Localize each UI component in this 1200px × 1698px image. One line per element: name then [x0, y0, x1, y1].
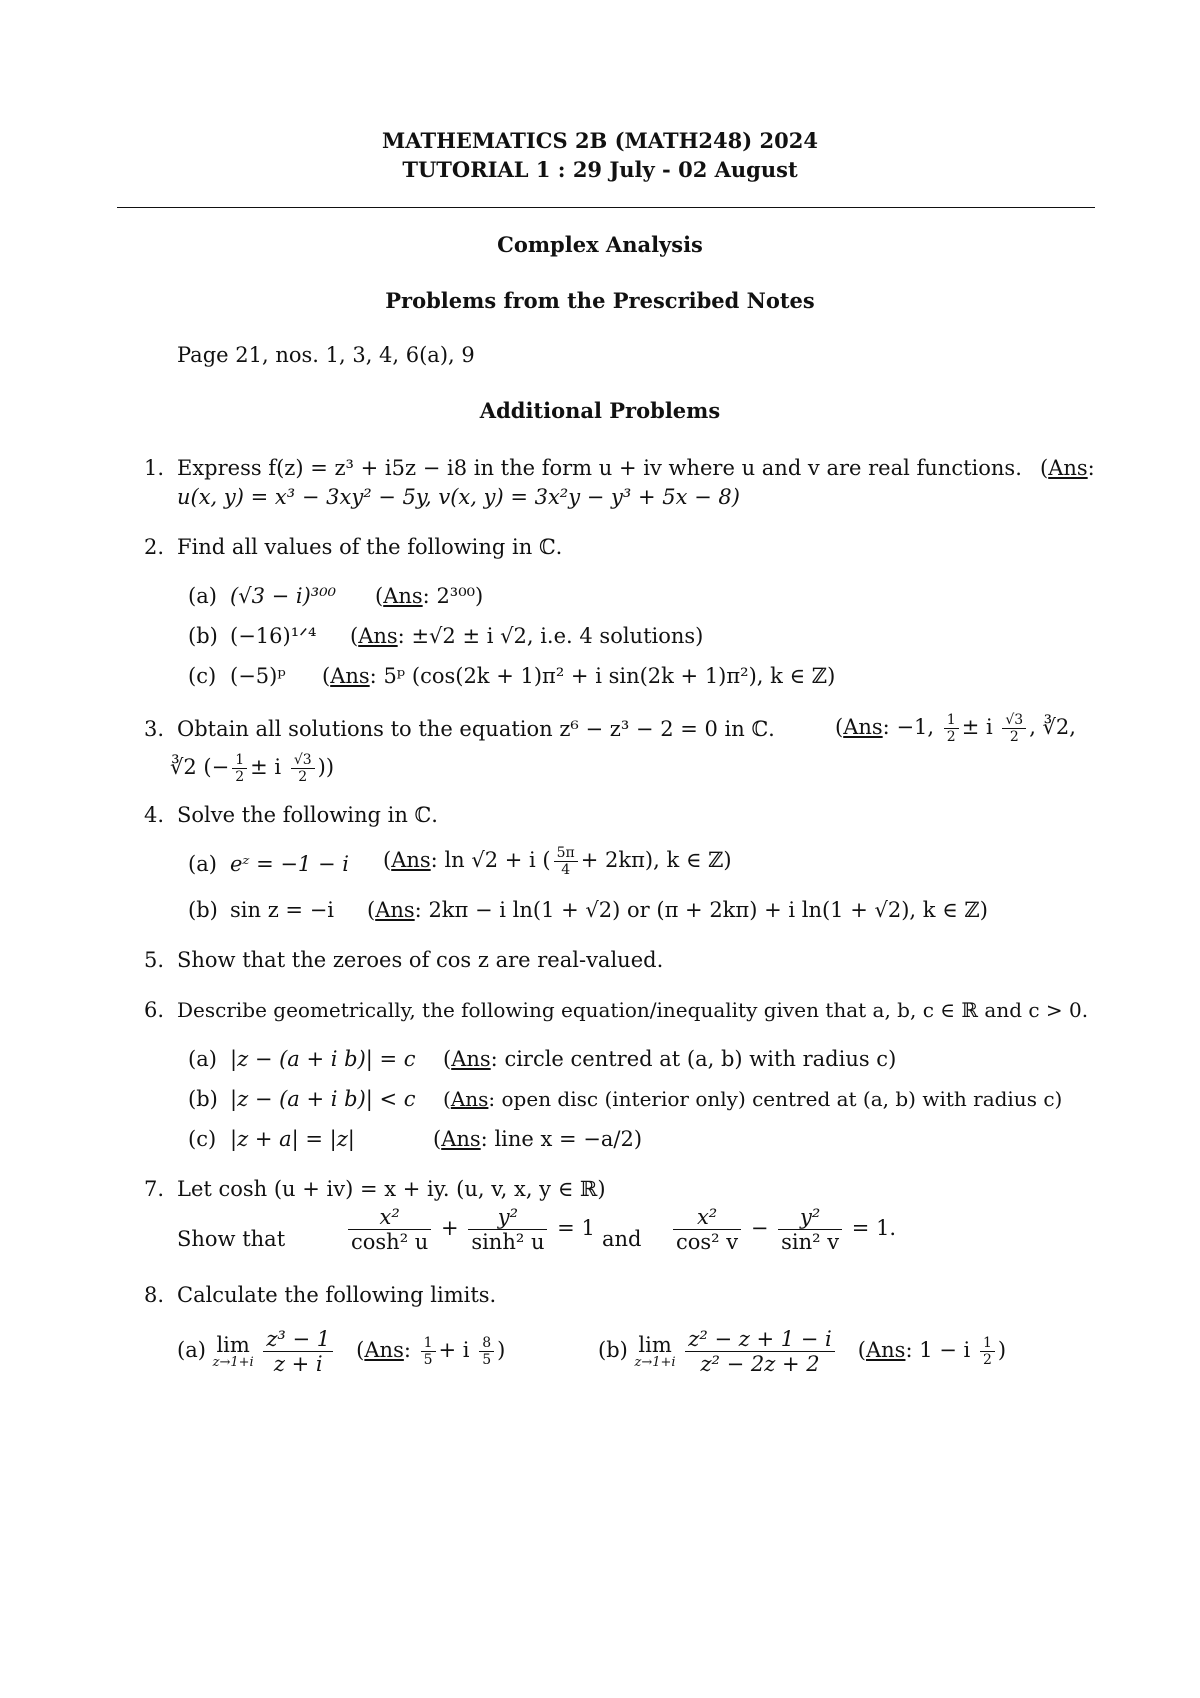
part-label: (c) [188, 664, 217, 688]
problem-3-answer-part1: (Ans: −1, $\frac{1}{2}$ ± i $\frac{√3}{2}$ , ∛2, [835, 712, 1076, 745]
fraction: $\frac{\text{y²}}{\text{sinh² u}}$ [468, 1205, 547, 1254]
problem-7-text: Let cosh (u + iv) = x + iy. (u, v, x, y ∈ ℝ) [177, 1177, 606, 1201]
problem-number: 1. [143, 456, 164, 480]
tutorial-title: TUTORIAL 1 : 29 July - 02 August [402, 157, 798, 182]
problem-6c-answer: (Ans: line x = −a/2) [433, 1127, 643, 1151]
prescribed-heading: Problems from the Prescribed Notes [385, 288, 815, 313]
problem-number: 8. [143, 1283, 164, 1307]
limit-operator: lim z→1+i [212, 1332, 254, 1370]
fraction: $\frac{\text{x²}}{\text{cos² v}}$ [673, 1205, 741, 1254]
part-label: (b) [188, 1087, 218, 1111]
problem-7-show-that: Show that [177, 1227, 286, 1251]
fraction: $\frac{5\pi}{4}$ [554, 845, 578, 878]
fraction: $\frac{\text{x²}}{\text{cosh² u}}$ [348, 1205, 431, 1254]
problem-number: 5. [143, 948, 164, 972]
fraction: $\frac{1}{2}$ [944, 712, 959, 745]
problem-6a-expr: |z − (a + i b)| = c [230, 1047, 416, 1071]
problem-2c-expr: (−5)ᵖ [230, 664, 286, 688]
topic-heading: Complex Analysis [497, 232, 703, 257]
header-rule [117, 207, 1095, 208]
fraction: $\frac{\text{z² − z + 1 − i}}{\text{z² − 2z + 2}}$ [685, 1327, 834, 1376]
problem-2b-answer: (Ans: ±√2 ± i √2, i.e. 4 solutions) [350, 624, 704, 648]
problem-4b-expr: sin z = −i [230, 898, 335, 922]
part-label: (a) [188, 852, 217, 876]
fraction: $\frac{1}{2}$ [232, 752, 247, 785]
fraction: $\frac{1}{5}$ [421, 1335, 436, 1368]
problem-2-text: Find all values of the following in ℂ. [177, 535, 563, 559]
fraction: $\frac{\text{y²}}{\text{sin² v}}$ [778, 1205, 842, 1254]
fraction: $\frac{1}{2}$ [980, 1335, 995, 1368]
problem-4a-expr: eᶻ = −1 − i [230, 852, 349, 876]
part-label: (b) [188, 624, 218, 648]
problem-1-ans-label: (Ans: [1040, 456, 1095, 480]
problem-7-and: and [602, 1227, 642, 1251]
problem-8-text: Calculate the following limits. [177, 1283, 497, 1307]
problem-5-text: Show that the zeroes of cos z are real-valued. [177, 948, 664, 972]
problem-8b: (b) lim z→1+i $\frac{\text{z² − z + 1 − i}}{\text{z² − 2z + 2}}$ (Ans: 1 − i $\frac{1}{2}$ ) [598, 1327, 1007, 1376]
problem-2a-expr: (√3 − i)³⁰⁰ [230, 584, 337, 608]
problem-7-identity-2: $\frac{\text{x²}}{\text{cos² v}}$ − $\frac{\text{y²}}{\text{sin² v}}$ = 1. [670, 1205, 896, 1254]
part-label: (a) [188, 584, 217, 608]
problem-4-text: Solve the following in ℂ. [177, 803, 438, 827]
problem-number: 4. [143, 803, 164, 827]
problem-number: 2. [143, 535, 164, 559]
course-title: MATHEMATICS 2B (MATH248) 2024 [382, 128, 818, 153]
problem-6b-answer: (Ans: open disc (interior only) centred at (a, b) with radius c) [443, 1087, 1063, 1111]
problem-7-identity-1: $\frac{\text{x²}}{\text{cosh² u}}$ + $\frac{\text{y²}}{\text{sinh² u}}$ = 1 [345, 1205, 595, 1254]
fraction: $\frac{\text{z³ − 1}}{z + i}$ [263, 1327, 333, 1376]
problem-6-text: Describe geometrically, the following equation/inequality given that a, b, c ∈ ℝ and c > 0. [177, 998, 1089, 1022]
problem-6a-answer: (Ans: circle centred at (a, b) with radius c) [443, 1047, 897, 1071]
limit-operator: lim z→1+i [634, 1332, 676, 1370]
problem-number: 7. [143, 1177, 164, 1201]
fraction: $\frac{√3}{2}$ [291, 752, 315, 785]
part-label: (c) [188, 1127, 217, 1151]
additional-heading: Additional Problems [479, 398, 721, 423]
problem-2c-answer: (Ans: 5ᵖ (cos(2k + 1)π² + i sin(2k + 1)π²), k ∈ ℤ) [322, 664, 836, 688]
problem-number: 3. [143, 717, 164, 741]
problem-6c-expr: |z + a| = |z| [230, 1127, 355, 1151]
problem-2b-expr: (−16)¹ᐟ⁴ [230, 624, 317, 648]
prescribed-text: Page 21, nos. 1, 3, 4, 6(a), 9 [177, 343, 475, 367]
problem-3-text: Obtain all solutions to the equation z⁶ − z³ − 2 = 0 in ℂ. [177, 717, 775, 741]
problem-6b-expr: |z − (a + i b)| < c [230, 1087, 416, 1111]
problem-8a: (a) lim z→1+i $\frac{\text{z³ − 1}}{z + i}$ (Ans: $\frac{1}{5}$ + i $\frac{8}{5}$ ) [177, 1327, 506, 1376]
problem-4b-answer: (Ans: 2kπ − i ln(1 + √2) or (π + 2kπ) + i ln(1 + √2), k ∈ ℤ) [367, 898, 988, 922]
part-label: (a) [188, 1047, 217, 1071]
problem-1-answer: u(x, y) = x³ − 3xy² − 5y, v(x, y) = 3x²y − y³ + 5x − 8) [177, 485, 740, 509]
part-label: (b) [188, 898, 218, 922]
problem-2a-answer: (Ans: 2³⁰⁰) [375, 584, 484, 608]
problem-3-answer-part2: ∛2 (− $\frac{1}{2}$ ± i $\frac{√3}{2}$ )) [170, 752, 335, 785]
problem-1-text: Express f(z) = z³ + i5z − i8 in the form u + iv where u and v are real functions. [177, 456, 1022, 480]
fraction: $\frac{8}{5}$ [479, 1335, 494, 1368]
fraction: $\frac{√3}{2}$ [1002, 712, 1026, 745]
problem-4a-answer: (Ans: ln √2 + i ( $\frac{5\pi}{4}$ + 2kπ), k ∈ ℤ) [383, 845, 732, 878]
problem-number: 6. [143, 998, 164, 1022]
